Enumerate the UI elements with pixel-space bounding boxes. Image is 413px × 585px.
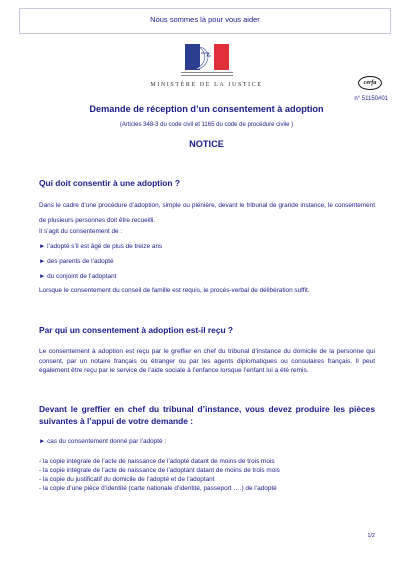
section1-item (39, 243, 162, 250)
section3-item: - la copie intégrale de l’acte de naissance de l’adopté datant de moins de trois mois (39, 458, 275, 465)
section1-lead: Il s’agit du consentement de : (39, 228, 123, 235)
document-title: Demande de réception d’un consentement à adoption (89, 104, 324, 114)
section2-body: Le consentement à adoption est reçu par le greffier en chef du tribunal d’instance du domicile de la personne qui consent, par un notaire français ou étranger ou par les agents diplomatiques ou consulaires français. Il peut également être reçu par le service de l’aide sociale à l’enfance lorsque l’enfant lui a été remis. (39, 348, 375, 374)
section3-item: - la copie du justificatif du domicile de l’adopté et de l’adoptant (39, 476, 215, 483)
motto-lines (181, 72, 233, 78)
section3-item: - la copie d’une pièce d’identité (carte nationale d’identité, passeport ….) de l’adopté (39, 485, 277, 492)
triangle-bullet-icon: ► (39, 273, 46, 280)
section3-case-text: cas du consentement donné par l’adopté : (47, 438, 167, 445)
section1-item (39, 258, 114, 265)
ministry-name: MINISTÈRE DE LA JUSTICE (150, 82, 263, 88)
triangle-bullet-icon: ► (39, 438, 46, 445)
section1-item (39, 273, 116, 280)
section1-heading: Qui doit consentir à une adoption ? (39, 178, 180, 188)
section3-heading: Devant le greffier en chef du tribunal d’instance, vous devez produire les pièces suivantes à l’appui de votre demande : (39, 404, 375, 426)
section2-heading: Par qui un consentement à adoption est-il reçu ? (39, 325, 234, 335)
document-subtitle: (Articles 348-3 du code civil et 1165 du code de procédure civile ) (119, 122, 294, 128)
page-number: 1/2 (367, 533, 375, 539)
section1-intro: Dans le cadre d’une procédure d’adoption, simple ou plénière, devant le tribunal de grande instance, le consentement de plusieurs personnes doit être recueilli. (39, 202, 375, 224)
marianne-logo (185, 44, 229, 70)
section1-outro: Lorsque le consentement du conseil de famille est requis, le procès-verbal de délibération suffit. (39, 287, 310, 294)
section1-item-text: du conjoint de l’adoptant (47, 273, 117, 280)
section3-item: - la copie intégrale de l’acte de naissance de l’adoptant datant de moins de trois mois (39, 467, 280, 474)
triangle-bullet-icon: ► (39, 258, 46, 265)
form-number: n° 51150#01 (354, 96, 388, 102)
notice-heading: NOTICE (189, 139, 224, 149)
section3-case (39, 438, 166, 445)
triangle-bullet-icon: ► (39, 243, 46, 250)
help-banner: Nous sommes là pour vous aider (19, 8, 391, 34)
cerfa-logo: cerfa (358, 76, 382, 90)
section1-item-text: l’adopté s’il est âgé de plus de treize ans (47, 243, 163, 250)
section1-item-text: des parents de l’adopté (47, 258, 114, 265)
